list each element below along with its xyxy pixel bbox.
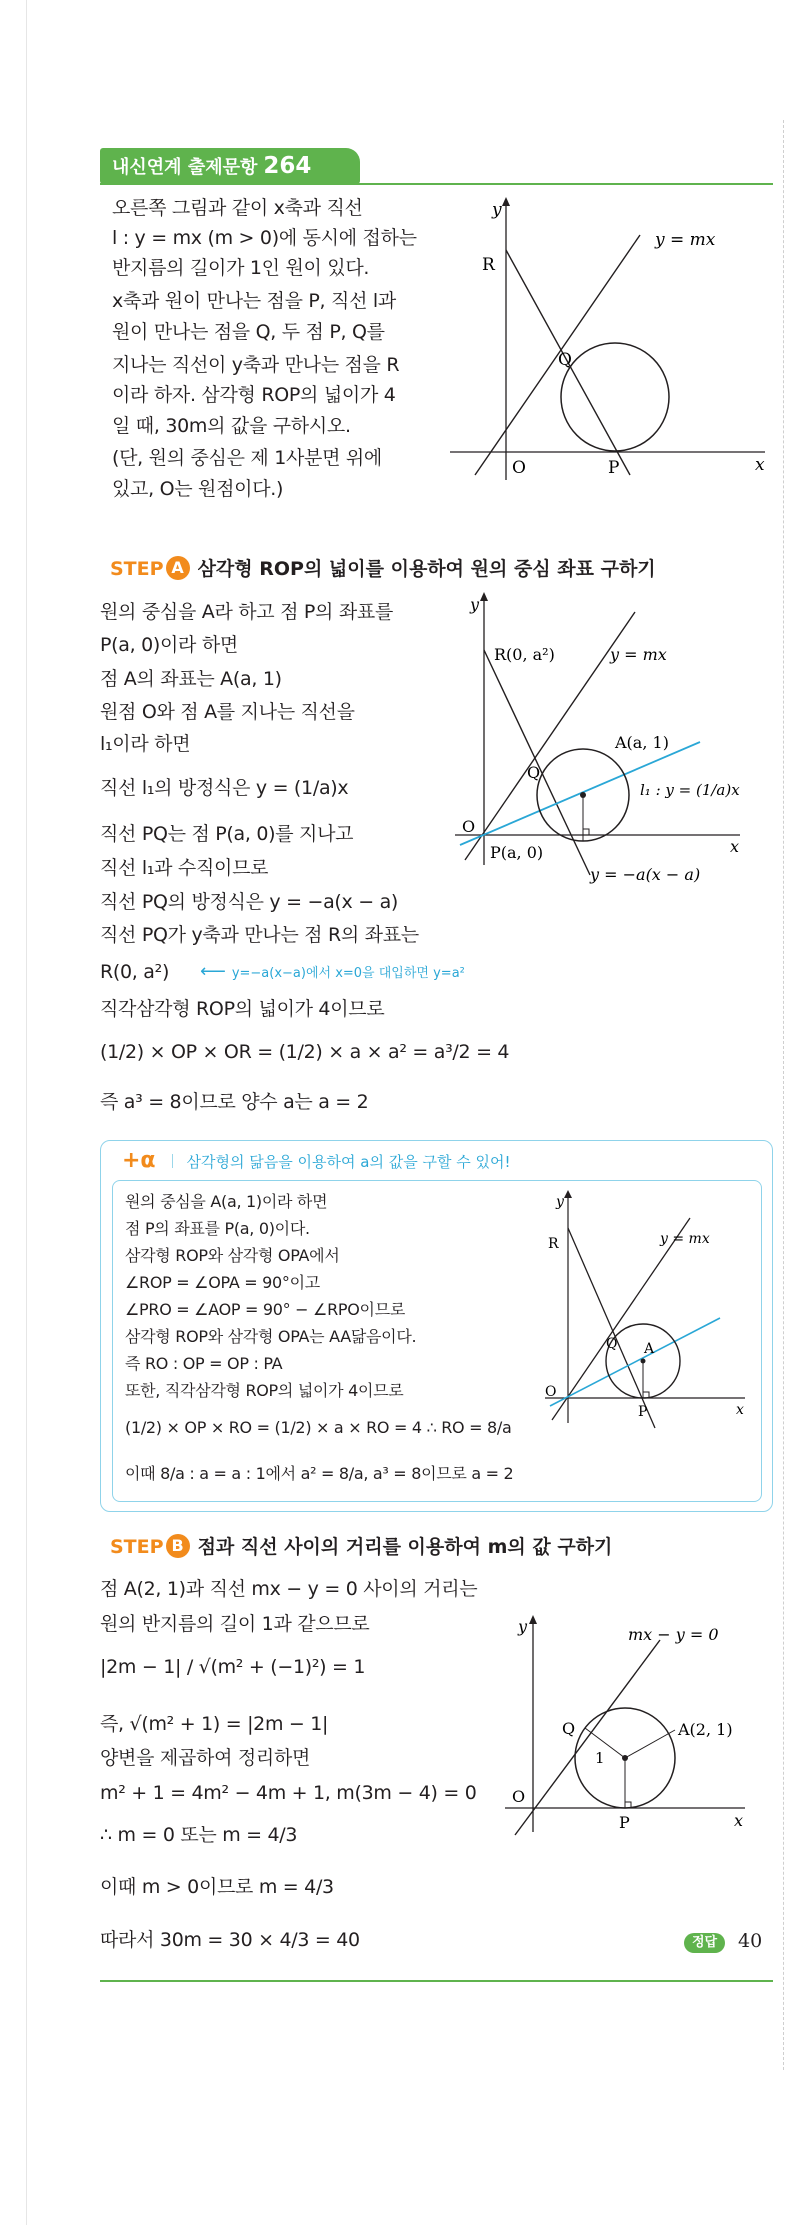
tip-line: 즉 RO : OP = OP : PA [125,1354,283,1373]
divider-bar [172,1154,173,1168]
pq-label: y = −a(x − a) [590,865,701,884]
problem-line: x축과 원이 만나는 점을 P, 직선 l과 [112,290,396,312]
margin-rule [26,0,27,2225]
step-a-tag: STEP A [110,558,190,580]
tip-heading-text: 삼각형의 닮음을 이용하여 a의 값을 구할 수 있어! [186,1153,511,1171]
step-a-line: 직선 PQ의 방정식은 y = −a(x − a) [100,891,399,913]
line-l [552,1218,690,1420]
cut-line [783,120,784,2070]
point-P: P [608,458,620,478]
problem-line: 원이 만나는 점을 Q, 두 점 P, Q를 [112,321,385,343]
problem-line: 있고, O는 원점이다.) [112,478,284,500]
problem-line: (단, 원의 중심은 제 1사분면 위에 [112,447,382,469]
point-O: O [512,1787,526,1806]
tip-line: 삼각형 ROP와 삼각형 OPA에서 [125,1246,340,1265]
step-a-heading [110,555,656,583]
step-a-letter: A [166,556,190,580]
answer-value: 40 [738,1930,763,1952]
step-a-title: 삼각형 ROP의 넓이를 이용하여 원의 중심 좌표 구하기 [197,558,656,580]
point-Q: Q [527,763,541,782]
problem-line: 지나는 직선이 y축과 만나는 점을 R [112,354,400,376]
problem-figure [440,195,770,485]
tip-line: ∠ROP = ∠OPA = 90°이고 [125,1273,320,1292]
note-text: y=−a(x−a)에서 x=0을 대입하면 y=a² [231,966,465,981]
radius-label: 1 [595,1749,605,1767]
line-label: mx − y = 0 [628,1625,719,1644]
leader-A [625,1730,675,1758]
x-label: x [755,455,765,475]
step-a-line: 즉 a³ = 8이므로 양수 a는 a = 2 [100,1091,369,1113]
step-a-note [200,962,465,984]
tip-line: 삼각형 ROP와 삼각형 OPA는 AA닮음이다. [125,1327,417,1346]
step-a-line: 직선 PQ는 점 P(a, 0)를 지나고 [100,823,354,845]
badge-label: 내신연계 출제문항 [112,157,258,178]
x-label: x [730,837,740,856]
problem-line: 이라 하자. 삼각형 ROP의 넓이가 4 [112,384,396,406]
tip-line: 이때 8/a : a = a : 1에서 a² = 8/a, a³ = 8이므로 a = 2 [125,1464,514,1483]
y-axis-arrow [529,1615,537,1624]
right-angle-mark [583,829,589,835]
l1-label: l₁ : y = (1/a)x [640,781,740,799]
step-b-line: 이때 m > 0이므로 m = 4/3 [100,1876,334,1898]
step-a-line: 직각삼각형 ROP의 넓이가 4이므로 [100,998,385,1020]
point-Q: Q [558,350,572,370]
tip-line: 점 P의 좌표를 P(a, 0)이다. [125,1219,310,1238]
radius-q [585,1728,625,1758]
header-rule [100,183,773,185]
y-label: y [556,1194,564,1210]
step-b-figure [500,1610,760,1840]
step-b-line: 즉, √(m² + 1) = |2m − 1| [100,1713,329,1735]
y-label: y [518,1617,528,1636]
point-P: P(a, 0) [490,843,544,862]
step-a-line: (1/2) × OP × OR = (1/2) × a × a² = a³/2 = 4 [100,1041,510,1063]
step-a-line: P(a, 0)이라 하면 [100,634,238,656]
problem-line: 오른쪽 그림과 같이 x축과 직선 [112,197,363,219]
step-b-letter: B [166,1534,190,1558]
step-a-line: l₁이라 하면 [100,733,191,755]
point-R: R(0, a²) [494,645,555,664]
point-Q: Q [606,1336,618,1352]
point-O: O [545,1384,557,1400]
step-b-tag: STEP B [110,1536,190,1558]
line-label: y = mx [655,230,716,250]
point-R: R [482,255,495,275]
point-Q: Q [562,1719,576,1738]
x-label: x [736,1402,744,1418]
plus-alpha-icon: +α [122,1148,156,1173]
tip-line: ∠PRO = ∠AOP = 90° − ∠RPO이므로 [125,1300,406,1319]
step-b-line: 양변을 제곱하여 정리하면 [100,1747,311,1769]
line-oa [550,1318,720,1406]
tip-heading [122,1150,510,1173]
step-a-line: 직선 PQ가 y축과 만나는 점 R의 좌표는 [100,924,419,946]
step-b-line: 원의 반지름의 길이 1과 같으므로 [100,1613,370,1635]
point-O: O [512,458,526,478]
point-R: R [548,1236,559,1252]
y-axis-arrow [564,1190,572,1198]
step-b-line: |2m − 1| / √(m² + (−1)²) = 1 [100,1656,366,1678]
problem-number: 264 [263,153,312,179]
problem-badge [100,148,360,184]
problem-line: 반지름의 길이가 1인 원이 있다. [112,257,370,279]
x-label: x [734,1811,744,1830]
step-a-line: 점 A의 좌표는 A(a, 1) [100,668,282,690]
y-label: y [470,595,480,614]
point-P: P [638,1404,648,1420]
y-label: y [492,200,502,220]
point-A: A(2, 1) [678,1720,733,1739]
circle [561,343,669,451]
arrow-left-icon: ⟵ [200,961,226,982]
tip-line: 원의 중심을 A(a, 1)이라 하면 [125,1192,328,1211]
problem-line: l : y = mx (m > 0)에 동시에 접하는 [112,227,417,249]
bottom-rule [100,1980,773,1982]
step-a-line: 원의 중심을 A라 하고 점 P의 좌표를 [100,601,393,623]
step-b-line: 따라서 30m = 30 × 4/3 = 40 [100,1929,360,1951]
point-A: A(a, 1) [615,733,669,752]
step-b-line: 점 A(2, 1)과 직선 mx − y = 0 사이의 거리는 [100,1578,478,1600]
tip-line: (1/2) × OP × RO = (1/2) × a × RO = 4 ∴ RO = 8/a [125,1418,512,1437]
step-b-title: 점과 직선 사이의 거리를 이용하여 m의 값 구하기 [197,1536,613,1558]
point-O: O [462,817,476,836]
point-A: A [644,1341,655,1357]
problem-line: 일 때, 30m의 값을 구하시오. [112,415,351,437]
step-a-line: 원점 O와 점 A를 지나는 직선을 [100,701,355,723]
step-a-line: R(0, a²) [100,961,170,983]
answer-badge: 정답 [684,1933,725,1953]
y-axis-arrow [480,592,488,601]
step-a-figure [450,590,780,890]
step-b-heading [110,1533,612,1561]
step-b-line: ∴ m = 0 또는 m = 4/3 [100,1824,298,1846]
step-a-line: 직선 l₁과 수직이므로 [100,857,269,879]
tip-figure [540,1188,755,1433]
line-label: y = mx [610,645,667,664]
tip-line: 또한, 직각삼각형 ROP의 넓이가 4이므로 [125,1381,404,1400]
point-P: P [619,1813,630,1832]
line-label: y = mx [660,1231,710,1247]
step-a-line: 직선 l₁의 방정식은 y = (1/a)x [100,777,349,799]
step-b-line: m² + 1 = 4m² − 4m + 1, m(3m − 4) = 0 [100,1782,477,1804]
y-axis-arrow [502,197,510,206]
